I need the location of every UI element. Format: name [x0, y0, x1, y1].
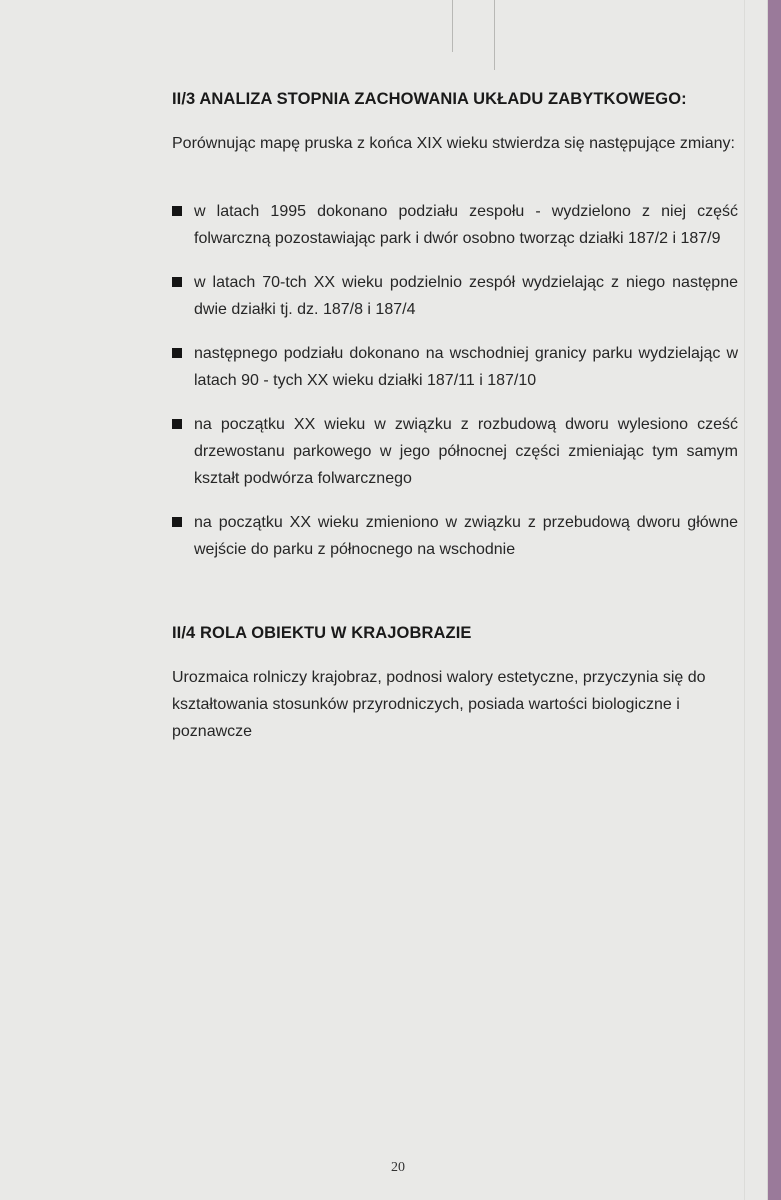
bullet-square-icon	[172, 517, 182, 527]
scan-mark	[452, 0, 453, 52]
list-item	[172, 340, 738, 394]
list-item-text: w latach 70-tch XX wieku podzielnio zespół wydzielając z niego następne dwie działki tj. dz. 187/8 i 187/4	[194, 274, 738, 318]
list-item-text: w latach 1995 dokonano podziału zespołu - wydzielono z niej część folwarczną pozostawiając park i dwór osobno tworząc działki 187/2 i 187/9	[194, 203, 738, 247]
list-item	[172, 411, 738, 492]
section-intro: Porównując mapę pruska z końca XIX wieku stwierdza się następujące zmiany:	[172, 135, 735, 152]
scan-edge	[744, 0, 745, 1200]
bullet-square-icon	[172, 277, 182, 287]
scan-mark	[494, 0, 495, 70]
changes-list	[172, 198, 738, 580]
page-number: 20	[391, 1160, 405, 1175]
bullet-square-icon	[172, 419, 182, 429]
section-text: Urozmaica rolniczy krajobraz, podnosi walory estetyczne, przyczynia się do kształtowania stosunków przyrodniczych, posiada wartości biologiczne i poznawcze	[172, 669, 706, 740]
bullet-square-icon	[172, 206, 182, 216]
list-item-text: następnego podziału dokonano na wschodniej granicy parku wydzielając w latach 90 - tych XX wieku działki 187/11 i 187/10	[194, 345, 738, 389]
list-item	[172, 269, 738, 323]
section-heading-analiza: II/3 ANALIZA STOPNIA ZACHOWANIA UKŁADU ZABYTKOWEGO:	[172, 90, 687, 108]
list-item	[172, 198, 738, 252]
list-item-text: na początku XX wieku w związku z rozbudową dworu wylesiono cześć drzewostanu parkowego w jego północnej części zmieniając tym samym kształt podwórza folwarcznego	[194, 416, 738, 487]
section-heading-rola: II/4 ROLA OBIEKTU W KRAJOBRAZIE	[172, 624, 472, 642]
list-item-text: na początku XX wieku zmieniono w związku z przebudową dworu główne wejście do parku z północnego na wschodnie	[194, 514, 738, 558]
bullet-square-icon	[172, 348, 182, 358]
list-item	[172, 509, 738, 563]
